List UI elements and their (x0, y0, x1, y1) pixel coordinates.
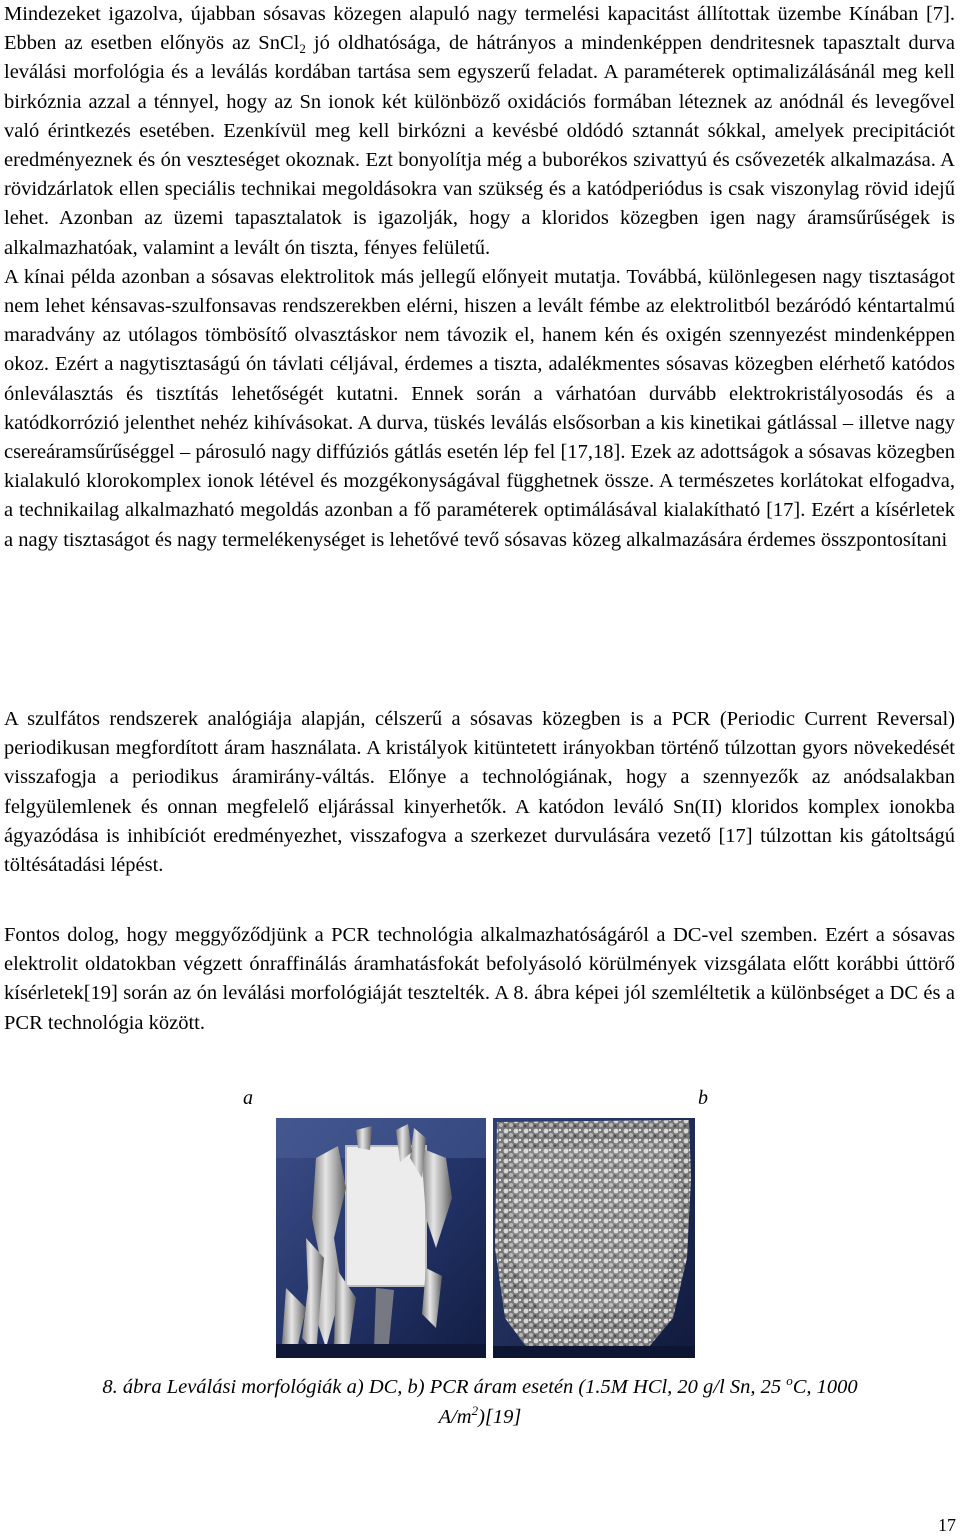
paragraph-3: Fontos dolog, hogy meggyőződjünk a PCR technológia alkalmazhatóságáról a DC-vel szemben. Ezért a sósavas elektrolit oldatokban végzett ónraffinálás áramhatásfokát befolyásoló körülmények vizsgálata előtt korábbi úttörő kísérletek[19] során az ón leválási morfológiáját tesztelték. A 8. ábra képei jól szemléltetik a különbséget a DC és a PCR technológia között. (4, 924, 955, 1034)
paragraph-1-continuation: A kínai példa azonban a sósavas elektrolitok más jellegű előnyeit mutatja. Továbbá, különlegesen nagy tisztaságot nem lehet kénsavas-szulfonsavas rendszerekben elérni, hiszen a levált fémbe az elektrolitból bezáródó kéntartalmú maradvány az utólagos tömbösítő olvasztáskor nem távozik el, hanem kén és oxigén szennyezést mindenképpen okoz. Ezért a nagytisztaságú ón távlati céljával, érdemes a tiszta, adalékmentes sósavas közegben elérhető katódos ónleválasztás és tisztítás lehetőségét kutatni. Ennek során a várhatóan durvább elektrokristályosodás és a katódkorrózió jelenthet nehéz kihívásokat. A durva, tüskés leválás elsősorban a kis kinetikai gátlással – illetve nagy csereáramsűrűséggel – párosuló nagy diffúziós gátlás esetén lép fel [17,18]. Ezek az adottságok a sósavas közegben kialakuló klorokomplex ionok létével és mozgékonyságával függhetnek össze. A természetes korlátokat elfogadva, a technikailag alkalmazható megoldás azonban a fő paraméterek optimálásával kialakítható [17]. Ezért a kísérletek a nagy tisztaságot és nagy termelékenységet is lehetővé tevő sósavas közeg alkalmazására érdemes összpontosítani (4, 265, 955, 551)
paragraph-1 (4, 0, 955, 555)
page-number: 17 (938, 1515, 956, 1535)
dc-deposit-image (276, 1118, 486, 1358)
caption-text-1: 8. ábra Leválási morfológiák a) DC, b) PCR áram esetén (1.5M HCl, 20 g/l Sn, 25 (102, 1376, 787, 1398)
caption-text-4: )[19] (478, 1406, 522, 1428)
paragraph-1-text-a: Mindezeket igazolva, újabban sósavas közegen alapuló nagy termelési kapacitást állítottak üzembe Kínában [7]. Ebben az esetben előnyös az SnCl (4, 3, 955, 55)
subscript-2: 2 (299, 41, 306, 57)
caption-text-3: A/m (438, 1406, 472, 1428)
caption-text-2: C, 1000 (792, 1376, 858, 1398)
figure-label-b: b (698, 1087, 708, 1109)
figure-label-a: a (243, 1087, 253, 1109)
figure-caption-line-1 (0, 1372, 960, 1402)
caption-degree-superscript: o (786, 1373, 793, 1388)
paragraph-1-text-b: jó oldhatósága, de hátrányos a mindenképpen dendritesnek tapasztalt durva leválási morfológia és a leválás kordában tartása sem egyszerű feladat. A paraméterek optimalizálásánál meg kell birkóznia azzal a ténnyel, hogy az Sn ionok két különböző oxidációs formában léteznek az anódnál és levegővel való érintkezés esetében. Ezenkívül meg kell birkózni a kevésbé oldódó sztannát sókkal, amelyek precipitációt eredményeznek és ón veszteséget okoznak. Ezt bonyolítja még a buborékos szivattyú és csővezeték alkalmazása. A rövidzárlatok ellen speciális technikai megoldásokra van szükség és a katódperiódus is csak viszonylag rövid idejű lehet. Azonban az üzemi tapasztalatok is igazolják, hogy a kloridos közegben igen nagy áramsűrűségek is alkalmazhatóak, valamint a levált ón tiszta, fényes felületű. (4, 32, 955, 259)
paragraph-2: A szulfátos rendszerek analógiája alapján, célszerű a sósavas közegben is a PCR (Periodic Current Reversal) periodikusan megfordított áram használata. A kristályok kitüntetett irányokban történő túlzottan gyors növekedését visszafogja a periodikus áramirány-váltás. Előnye a technológiának, hogy a szennyezők az anódsalakban felgyülemlenek és onnan megfelelő eljárással kinyerhetők. A katódon leváló Sn(II) kloridos komplex ionokba ágyazódása is inhibíciót eredményezhet, visszafogva a szerkezet durvulására vezető [17] túlzottan kis gátoltságú töltésátadási lépést. (4, 708, 955, 877)
pcr-deposit-image (493, 1118, 695, 1358)
photo-pcr-deposit (493, 1118, 695, 1358)
figure-caption-line-2 (0, 1402, 960, 1432)
caption-squared-superscript: 2 (471, 1403, 479, 1418)
photo-dc-deposit (276, 1118, 486, 1358)
